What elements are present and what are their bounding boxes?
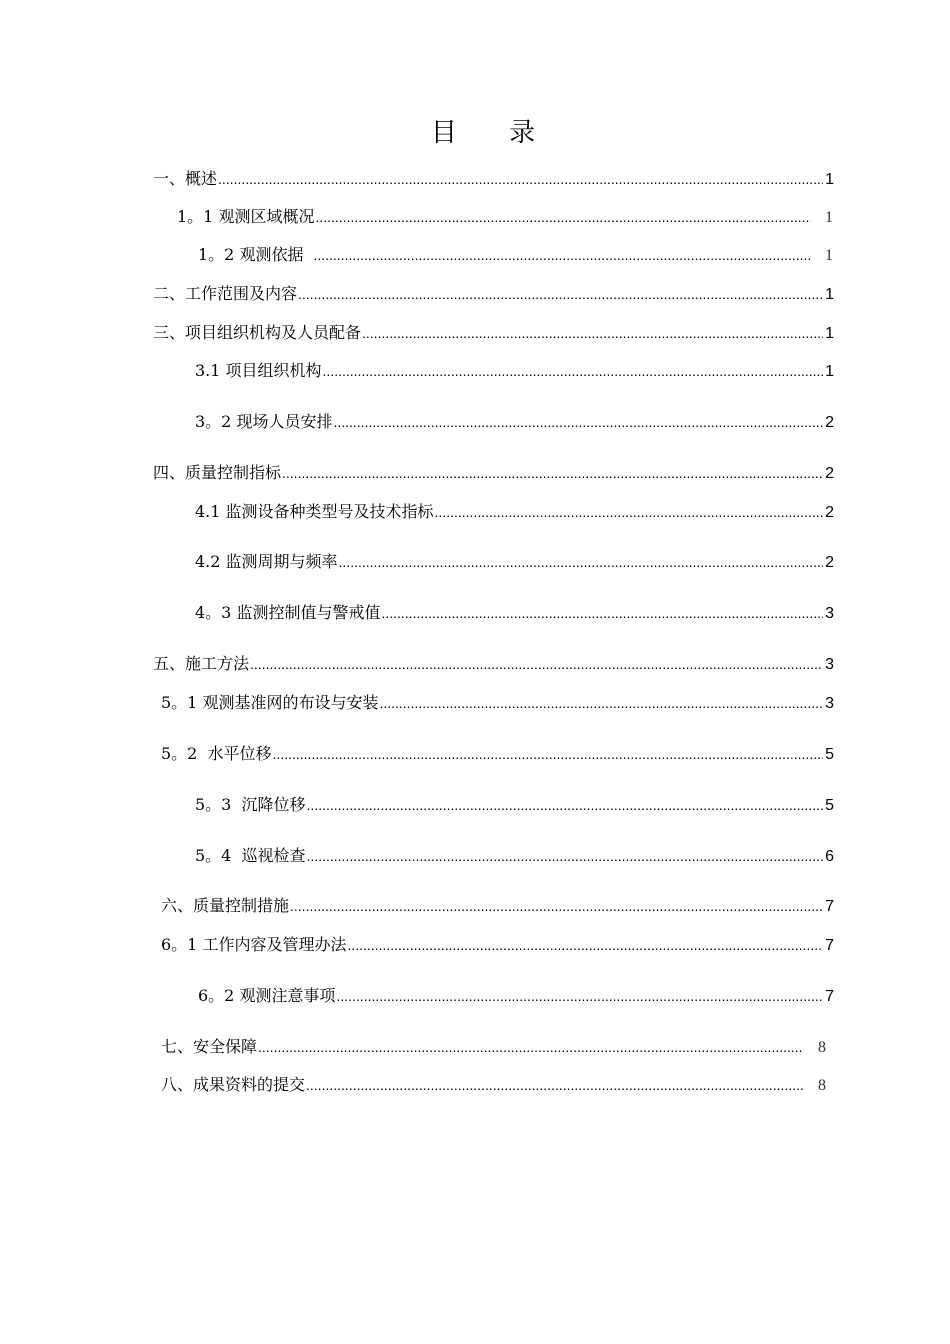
toc-title: 目 录: [430, 118, 558, 148]
toc-entry-page: 1: [825, 171, 834, 188]
toc-entry[interactable]: [195, 549, 834, 571]
dot-leader: [333, 414, 823, 430]
toc-entry-label: 四、质量控制指标: [153, 463, 282, 482]
toc-entry-label: 4.2 监测周期与频率: [195, 552, 338, 571]
toc-entry[interactable]: [198, 242, 833, 264]
dot-leader: [250, 656, 823, 672]
toc-entry-label: 一、概述: [153, 169, 218, 188]
dot-leader: [218, 171, 823, 187]
dot-leader: [347, 937, 823, 953]
dot-leader: [435, 504, 823, 520]
toc-entry[interactable]: [161, 690, 834, 712]
toc-entry-page: 2: [825, 465, 834, 482]
toc-entry-page: 1: [825, 325, 834, 342]
toc-entry-label: 4。3 监测控制值与警戒值: [195, 603, 381, 622]
toc-entry[interactable]: [195, 358, 834, 380]
toc-entry[interactable]: [161, 893, 834, 915]
toc-entry-label: 二、工作范围及内容: [153, 284, 298, 303]
toc-entry[interactable]: [153, 166, 834, 188]
toc-entry-label: 五、施工方法: [153, 654, 250, 673]
toc-entry-label: 1。1 观测区域概况: [177, 207, 315, 226]
toc-entry-page: 2: [825, 554, 834, 571]
toc-entry-label: 5。2 水平位移: [161, 744, 272, 763]
dot-leader: [307, 797, 823, 813]
dot-leader: [298, 286, 823, 302]
toc-entry-page: 8: [818, 1039, 826, 1056]
toc-entry-label: 六、质量控制措施: [161, 896, 290, 915]
dot-leader: [307, 848, 823, 864]
dot-leader: [381, 605, 823, 621]
dot-leader: [362, 325, 823, 341]
dot-leader: [258, 1039, 804, 1055]
toc-entry[interactable]: [195, 409, 834, 431]
toc-entry[interactable]: [195, 499, 834, 521]
toc-entry-page: 1: [825, 209, 833, 226]
dot-leader: [273, 746, 823, 762]
toc-entry-label: 七、安全保障: [161, 1037, 258, 1056]
dot-leader: [379, 695, 823, 711]
toc-entry-label: 5。1 观测基准网的布设与安装: [161, 693, 379, 712]
toc-entry-page: 1: [825, 363, 834, 380]
toc-entry-label: 3.1 项目组织机构: [195, 361, 322, 380]
toc-entry[interactable]: [177, 204, 833, 226]
toc-entry-label: 1。2 观测依据: [198, 245, 304, 264]
toc-entry[interactable]: [161, 741, 834, 763]
toc-entry-label: 3。2 现场人员安排: [195, 412, 333, 431]
toc-entry-label: 5。3 沉降位移: [195, 795, 306, 814]
toc-entry[interactable]: [195, 600, 834, 622]
dot-leader: [290, 898, 823, 914]
toc-entry-page: 2: [825, 504, 834, 521]
toc-entry-page: 1: [825, 286, 834, 303]
dot-leader: [306, 1077, 804, 1093]
toc-entry-page: 8: [818, 1077, 826, 1094]
toc-entry[interactable]: [195, 792, 834, 814]
toc-entry[interactable]: [161, 1034, 826, 1056]
toc-entry-page: 2: [825, 414, 834, 431]
toc-entry-label: 6。1 工作内容及管理办法: [161, 935, 347, 954]
toc-entry-page: 3: [825, 605, 834, 622]
dot-leader: [315, 209, 811, 225]
toc-entry-page: 7: [825, 937, 834, 954]
dot-leader: [313, 247, 811, 263]
toc-entry-page: 3: [825, 656, 834, 673]
toc-entry-page: 6: [825, 848, 834, 865]
toc-entry[interactable]: [153, 281, 834, 303]
toc-entry-label: 6。2 观测注意事项: [198, 986, 336, 1005]
dot-leader: [339, 554, 823, 570]
dot-leader: [323, 363, 823, 379]
toc-entry-label: 三、项目组织机构及人员配备: [153, 323, 362, 342]
toc-entry[interactable]: [153, 460, 834, 482]
toc-entry[interactable]: [161, 932, 834, 954]
toc-entry-label: 4.1 监测设备种类型号及技术指标: [195, 502, 434, 521]
toc-entry-page: 7: [825, 988, 834, 1005]
toc-entry-page: 5: [825, 797, 834, 814]
toc-entry[interactable]: [153, 320, 834, 342]
toc-entry-page: 3: [825, 695, 834, 712]
toc-entry-label: 5。4 巡视检查: [195, 846, 306, 865]
dot-leader: [336, 988, 823, 1004]
toc-entry[interactable]: [153, 651, 834, 673]
toc-entry[interactable]: [161, 1072, 826, 1094]
toc-entry[interactable]: [195, 843, 834, 865]
toc-entry-label: 八、成果资料的提交: [161, 1075, 306, 1094]
toc-entry-page: 5: [825, 746, 834, 763]
dot-leader: [282, 465, 823, 481]
toc-entry-page: 1: [825, 247, 833, 264]
toc-entry-page: 7: [825, 898, 834, 915]
toc-entry[interactable]: [198, 983, 834, 1005]
